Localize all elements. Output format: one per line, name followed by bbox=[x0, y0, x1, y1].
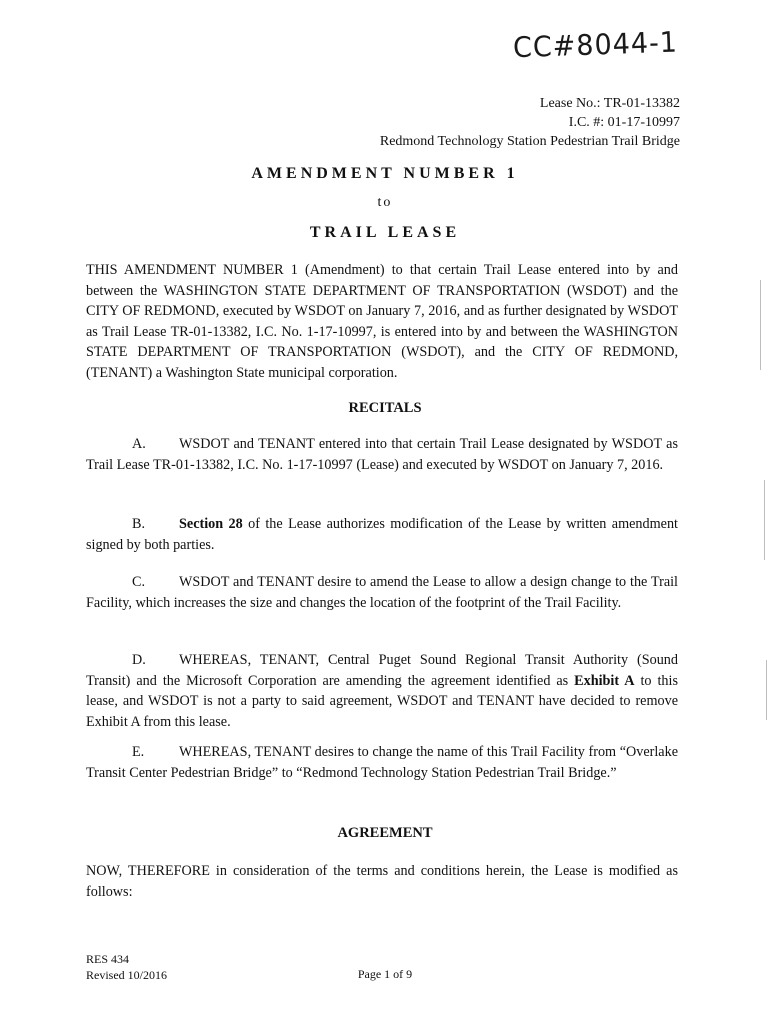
lease-header bbox=[380, 94, 680, 151]
project-name: Redmond Technology Station Pedestrian Trail Bridge bbox=[379, 134, 680, 149]
revision-date: Revised 10/2016 bbox=[86, 968, 167, 982]
recital-letter: E. bbox=[132, 744, 145, 760]
recital-b bbox=[86, 514, 678, 555]
title-connector: to bbox=[377, 195, 393, 210]
agreement-paragraph: NOW, THEREFORE in consideration of the terms and conditions herein, the Lease is modified as follows: bbox=[86, 863, 678, 900]
exhibit-reference: Exhibit A bbox=[574, 672, 635, 689]
recital-e bbox=[86, 742, 678, 783]
recital-letter: D. bbox=[132, 652, 146, 668]
recital-text: WSDOT and TENANT entered into that certain Trail Lease designated by WSDOT as Trail Lease TR-01-13382, I.C. No. 1-17-10997 (Lease) and executed by WSDOT on January 7, 2016. bbox=[86, 436, 678, 473]
ic-number: I.C. #: 01-17-10997 bbox=[568, 115, 680, 130]
lease-number: Lease No.: TR-01-13382 bbox=[539, 96, 680, 111]
recital-text: of the Lease authorizes modification of the Lease by written amendment signed by both parties. bbox=[86, 516, 678, 553]
recital-text: WHEREAS, TENANT desires to change the name of this Trail Facility from “Overlake Transit Center Pedestrian Bridge” to “Redmond Technology Station Pedestrian Trail Bridge.” bbox=[86, 744, 678, 781]
recital-text: WHEREAS, TENANT, Central Puget Sound Regional Transit Authority (Sound Transit) and the Microsoft Corporation are amending the agreement identified as bbox=[86, 652, 678, 689]
recital-text-continued: to this lease, and WSDOT is not a party to said agreement, WSDOT and TENANT have decided to remove Exhibit A from this lease. bbox=[86, 672, 678, 730]
scan-artifact-line bbox=[760, 280, 761, 370]
recital-letter: B. bbox=[132, 516, 146, 532]
recitals-heading: RECITALS bbox=[348, 400, 422, 416]
form-number: RES 434 bbox=[86, 952, 130, 966]
scan-artifact-line bbox=[766, 660, 767, 720]
scan-artifact-line bbox=[764, 480, 765, 560]
intro-paragraph: THIS AMENDMENT NUMBER 1 (Amendment) to that certain Trail Lease entered into by and between the WASHINGTON STATE DEPARTMENT OF TRANSPORTATION (WSDOT) and the CITY OF REDMOND, executed by WSDOT on January 7, 2016, and as further designated by WSDOT as Trail Lease TR-01-13382, I.C. No. 1-17-10997, is entered into by and between the WASHINGTON STATE DEPARTMENT OF TRANSPORTATION (WSDOT), and the CITY OF REDMOND, (TENANT) a Washington State municipal corporation. bbox=[86, 262, 678, 381]
document-title: AMENDMENT NUMBER 1 bbox=[251, 165, 519, 182]
recital-letter: C. bbox=[132, 574, 146, 590]
document-subtitle: TRAIL LEASE bbox=[309, 224, 461, 241]
recital-c bbox=[86, 572, 678, 613]
section-reference: Section 28 bbox=[179, 516, 243, 532]
recital-letter: A. bbox=[132, 436, 146, 452]
recital-text: WSDOT and TENANT desire to amend the Lease to allow a design change to the Trail Facility, which increases the size and changes the location of the footprint of the Trail Facility. bbox=[86, 574, 678, 611]
recital-a bbox=[86, 434, 678, 475]
handwritten-contract-number: CC#8044-1 bbox=[512, 26, 679, 65]
agreement-heading: AGREEMENT bbox=[337, 825, 433, 841]
page-number: Page 1 of 9 bbox=[357, 967, 413, 981]
recital-d bbox=[86, 650, 678, 732]
